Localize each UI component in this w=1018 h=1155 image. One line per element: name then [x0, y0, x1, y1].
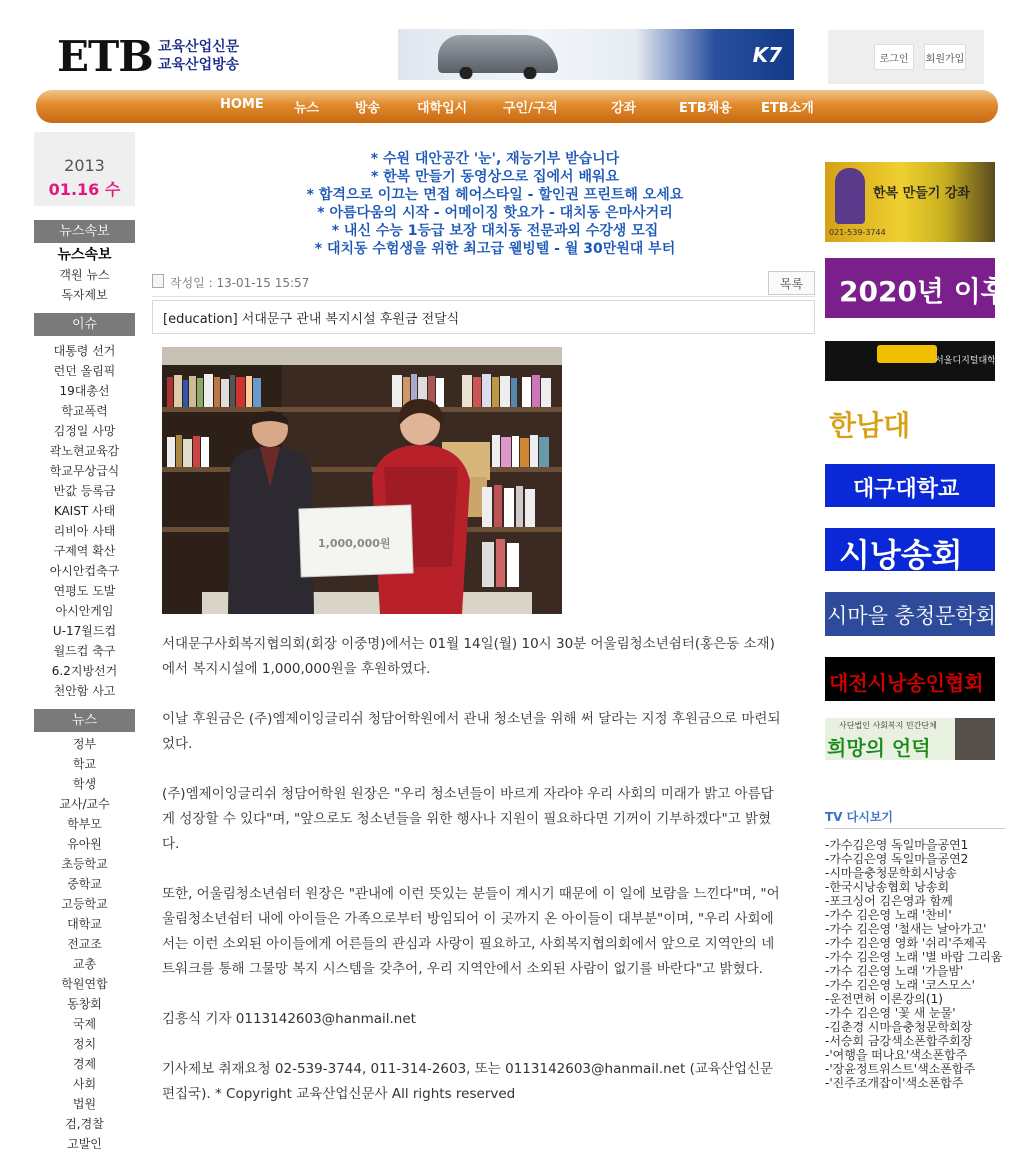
login-button[interactable]: 로그인 — [874, 44, 914, 70]
sidebar-item-news[interactable]: 고발인 — [67, 1137, 102, 1151]
sidebar-item-news[interactable]: 경제 — [72, 1057, 97, 1071]
issue-heading: 이슈 — [34, 313, 135, 336]
daegu-text: 대구대학교 — [853, 477, 960, 502]
article-title: [education] 서대문구 관내 복지시설 후원금 전달식 — [152, 300, 815, 334]
daegu-univ-ad[interactable] — [825, 464, 995, 507]
sidebar-item-issue[interactable]: 월드컵 축구 — [53, 644, 116, 658]
car-image — [438, 35, 558, 73]
hope-text: 희망의 언덕 — [827, 736, 931, 760]
hope-photo — [955, 718, 995, 760]
sidebar-item-issue[interactable]: KAIST 사태 — [53, 504, 116, 518]
article-photo — [162, 347, 562, 614]
sidebar-item-issue[interactable]: U-17월드컵 — [52, 624, 117, 638]
notice-link[interactable]: * 내신 수능 1등급 보장 대치동 전문과외 수강생 모집 — [331, 223, 659, 239]
sidebar-item-news[interactable]: 교총 — [72, 957, 97, 971]
nav-jobs[interactable]: 구인/구직 — [503, 101, 558, 116]
brand-name — [158, 38, 239, 74]
tv-replay-item[interactable]: -시마을충청문학회시낭송 — [825, 866, 957, 880]
sidebar-item-issue[interactable]: 대통령 선거 — [53, 344, 116, 358]
nav-lectures[interactable]: 강좌 — [611, 101, 637, 116]
notice-link[interactable]: * 대치동 수험생을 위한 최고급 웰빙텔 - 월 30만원대 부터 — [314, 241, 676, 257]
tv-replay-item[interactable]: -가수 김은영 노래 '코스모스' — [825, 978, 975, 992]
sidebar-item-issue[interactable]: 반값 등록금 — [53, 484, 116, 498]
hanbok-course-ad[interactable] — [825, 162, 995, 242]
nav-admission[interactable]: 대학입시 — [417, 101, 468, 116]
join-button[interactable]: 회원가입 — [924, 44, 966, 70]
photo-scene — [162, 347, 562, 614]
date-year: 2013 — [64, 156, 105, 175]
date-day: 01.16 수 — [48, 180, 121, 199]
article-body — [162, 632, 784, 1132]
sidebar-item-issue[interactable]: 아시안컵축구 — [49, 564, 120, 578]
sidebar-item-issue[interactable]: 런던 올림픽 — [53, 364, 116, 378]
tv-replay-item[interactable]: -가수김은영 독일마을공연1 — [825, 838, 969, 852]
tv-replay-item[interactable]: -'진주조개잡이'색소폰합주 — [825, 1076, 964, 1090]
tv-replay-item[interactable]: -한국시낭송협회 낭송회 — [825, 880, 950, 894]
sidebar-item-news[interactable]: 사회 — [72, 1077, 97, 1091]
ad-no1-badge — [877, 345, 937, 363]
ad-2020-text: 2020년 이후 — [839, 275, 1008, 308]
nav-broadcast[interactable]: 방송 — [355, 101, 381, 116]
sidebar-item-news[interactable]: 교사/교수 — [59, 797, 110, 811]
tv-replay-item[interactable]: -가수 김은영 '철새는 날아가고' — [825, 922, 987, 936]
article-date: 작성일 : 13-01-15 15:57 — [170, 276, 310, 290]
sidebar-item-news[interactable]: 학원연합 — [61, 977, 108, 991]
hanbok-figure — [835, 168, 865, 224]
breaking-news-list — [34, 245, 135, 305]
simaeul-literary-ad[interactable] — [825, 592, 995, 636]
sidebar-item-news[interactable]: 정치 — [72, 1037, 97, 1051]
tv-replay-item[interactable]: -가수 김은영 노래 '별 바람 그리움 — [825, 950, 1003, 964]
tv-replay-item[interactable]: -포크싱어 김은영과 함께 — [825, 894, 953, 908]
sidebar-item-issue[interactable]: 김정일 사망 — [53, 424, 116, 438]
tv-replay-heading: TV 다시보기 — [825, 810, 894, 824]
list-button[interactable]: 목록 — [768, 271, 815, 295]
sidebar-item-issue[interactable]: 연평도 도발 — [53, 584, 116, 598]
tv-replay-item[interactable]: -운전면허 이론강의(1) — [825, 992, 943, 1006]
article-paragraph: (주)엠제이잉글리쉬 청담어학원 원장은 "우리 청소년들이 바르게 자라야 우리 사회의 미래가 밝고 아름답게 성장할 수 있다"며, "앞으로도 청소년들을 위한 행사나 지원이 필요하다면 기꺼이 기부하겠다"고 밝혔다. — [162, 786, 774, 852]
article-paragraph: 또한, 어울림청소년쉼터 원장은 "관내에 이런 뜻있는 분들이 계시기 때문에 이 일에 보람을 느낀다"며, "어울림청소년쉼터 내에 아이들은 가족으로부터 방임되어 이 곳까지 온 아이들이 대부분"이며, "우리 사회에서는 이런 소외된 아이들에게 어른들의 관심과 사랑이 필요하고, 사회복지협의회에서 앞으로 지역안의 네트워크를 통해 그물망 복지 시스템을 갖추어, 우리 지역안에서 소외된 사람이 없기를 바란다"고 밝혔다. — [162, 886, 780, 977]
poetry-text: 시낭송회 — [839, 536, 963, 574]
date-box — [34, 132, 135, 206]
notice-link[interactable]: * 한복 만들기 동영상으로 집에서 배워요 — [370, 169, 620, 185]
notice-ticker — [180, 150, 810, 258]
simaeul-text: 시마을 충청문학회 — [827, 604, 996, 628]
banner-model-label: K7 — [752, 43, 782, 67]
daejeon-text: 대전시낭송인협회 — [829, 671, 984, 695]
sidebar-item-issue[interactable]: 학교폭력 — [61, 404, 108, 418]
breaking-news-heading: 뉴스속보 — [34, 220, 135, 243]
site-logo[interactable]: ETB — [57, 32, 153, 81]
member-box — [828, 30, 984, 84]
sidebar-item-issue[interactable]: 19대총선 — [59, 384, 110, 398]
brand-line-newspaper: 교육산업신문 — [158, 39, 240, 55]
hannam-univ-ad[interactable] — [825, 402, 995, 442]
car-ad-banner[interactable] — [398, 29, 794, 80]
sidebar-item-news[interactable]: 검,경찰 — [65, 1117, 104, 1131]
sidebar-item-issue[interactable]: 천안함 사고 — [53, 684, 116, 698]
sidebar-item-news[interactable]: 학교 — [72, 757, 97, 771]
sidebar-item-reader-report[interactable]: 독자제보 — [61, 288, 108, 302]
article-paragraph: 서대문구사회복지협의회(회장 이중명)에서는 01월 14일(월) 10시 30분 어울림청소년쉼터(홍은동 소재)에서 복지시설에 1,000,000원을 후원하였다. — [162, 636, 775, 677]
seoul-digital-univ-ad[interactable] — [825, 341, 1005, 381]
article-paragraph: 기사제보 취재요청 02-539-3744, 011-314-2603, 또는 0113142603@hanmail.net (교육산업신문 편집국). * Copyright 교육산업신문사 All rights reserved — [162, 1061, 774, 1102]
sidebar-item-news[interactable]: 학부모 — [67, 817, 102, 831]
sidebar-item-news[interactable]: 정부 — [72, 737, 97, 751]
ad-2020[interactable] — [825, 258, 1008, 318]
sidebar-item-news[interactable]: 전교조 — [67, 937, 102, 951]
tv-replay-item[interactable]: -'장윤정트위스트'색소폰합주 — [825, 1062, 976, 1076]
sidebar-item-issue[interactable]: 곽노현교육감 — [49, 444, 120, 458]
nav-home[interactable]: HOME — [220, 97, 264, 112]
sidebar-item-breaking[interactable]: 뉴스속보 — [57, 247, 112, 263]
tv-replay-item[interactable]: -가수 김은영 '꽃 새 눈물' — [825, 1006, 956, 1020]
hope-hill-ad[interactable] — [825, 718, 995, 760]
sidebar-item-news[interactable]: 국제 — [72, 1017, 97, 1031]
issue-list — [34, 341, 135, 701]
sidebar-item-news[interactable]: 고등학교 — [61, 897, 108, 911]
sidebar-item-news[interactable]: 대학교 — [67, 917, 102, 931]
article-paragraph: 이날 후원금은 (주)엠제이잉글리쉬 청담어학원에서 관내 청소년을 위해 써 달라는 지정 후원금으로 마련되었다. — [162, 711, 781, 752]
article-meta — [152, 271, 815, 297]
certificate-amount: 1,000,000원 — [318, 537, 391, 550]
sidebar-item-issue[interactable]: 리비아 사태 — [53, 524, 116, 538]
sidebar-item-guest-news[interactable]: 객원 뉴스 — [59, 268, 110, 282]
notice-link[interactable]: * 아름다움의 시작 - 어메이징 핫요가 - 대치동 은마사거리 — [317, 205, 673, 221]
main-nav — [36, 90, 998, 123]
sidebar-item-news[interactable]: 초등학교 — [61, 857, 108, 871]
brand-line-broadcast: 교육산업방송 — [158, 57, 240, 73]
left-sidebar — [34, 132, 135, 1154]
sidebar-item-issue[interactable]: 6.2지방선거 — [51, 664, 118, 678]
sidebar-item-news[interactable]: 동창회 — [67, 997, 102, 1011]
tv-replay-item[interactable]: -가수김은영 독일마을공연2 — [825, 852, 969, 866]
tv-replay-item[interactable]: -서승회 금강색소폰합주회장 — [825, 1034, 973, 1048]
notice-link[interactable]: * 수원 대안공간 '눈', 재능기부 받습니다 — [370, 151, 620, 167]
nav-etb-about[interactable]: ETB소개 — [761, 101, 814, 116]
article-paragraph: 김흥식 기자 0113142603@hanmail.net — [162, 1011, 416, 1027]
news-category-list — [34, 734, 135, 1154]
nav-news[interactable]: 뉴스 — [294, 101, 320, 116]
tv-replay-item[interactable]: -가수 김은영 영화 '쉬리'주제곡 — [825, 936, 987, 950]
hope-top-text: 사단법인 사회복지 민간단체 — [839, 721, 937, 730]
nav-etb-hiring[interactable]: ETB채용 — [679, 101, 732, 116]
tv-divider — [825, 828, 1005, 829]
sidebar-item-news[interactable]: 학생 — [72, 777, 97, 791]
poetry-reading-ad[interactable] — [825, 528, 995, 574]
notice-link[interactable]: * 합격으로 이끄는 면접 헤어스타일 - 할인권 프린트해 오세요 — [306, 187, 684, 203]
sidebar-item-news[interactable]: 유아원 — [67, 837, 102, 851]
hannam-text: 한남대 — [829, 409, 911, 442]
sidebar-item-issue[interactable]: 아시안게임 — [55, 604, 114, 618]
hanbok-ad-phone: 021-539-3744 — [829, 228, 886, 237]
seoul-digital-text: 서울디지털대학교 — [935, 356, 1005, 366]
sidebar-item-issue[interactable]: 학교무상급식 — [49, 464, 120, 478]
hanbok-ad-title: 한복 만들기 강좌 — [873, 186, 970, 201]
news-heading: 뉴스 — [34, 709, 135, 732]
tv-replay-item[interactable]: -'여행을 떠나요'색소폰합주 — [825, 1048, 968, 1062]
sidebar-item-issue[interactable]: 구제역 확산 — [53, 544, 116, 558]
document-icon — [152, 274, 164, 288]
sidebar-item-news[interactable]: 법원 — [72, 1097, 97, 1111]
sidebar-item-news[interactable]: 중학교 — [67, 877, 102, 891]
tv-replay-item[interactable]: -김춘경 시마을충청문학회장 — [825, 1020, 973, 1034]
daejeon-poetry-ad[interactable] — [825, 657, 995, 701]
tv-replay-item[interactable]: -가수 김은영 노래 '가을밤' — [825, 964, 964, 978]
tv-replay-item[interactable]: -가수 김은영 노래 '찬비' — [825, 908, 952, 922]
tv-replay-list — [825, 838, 1005, 1090]
